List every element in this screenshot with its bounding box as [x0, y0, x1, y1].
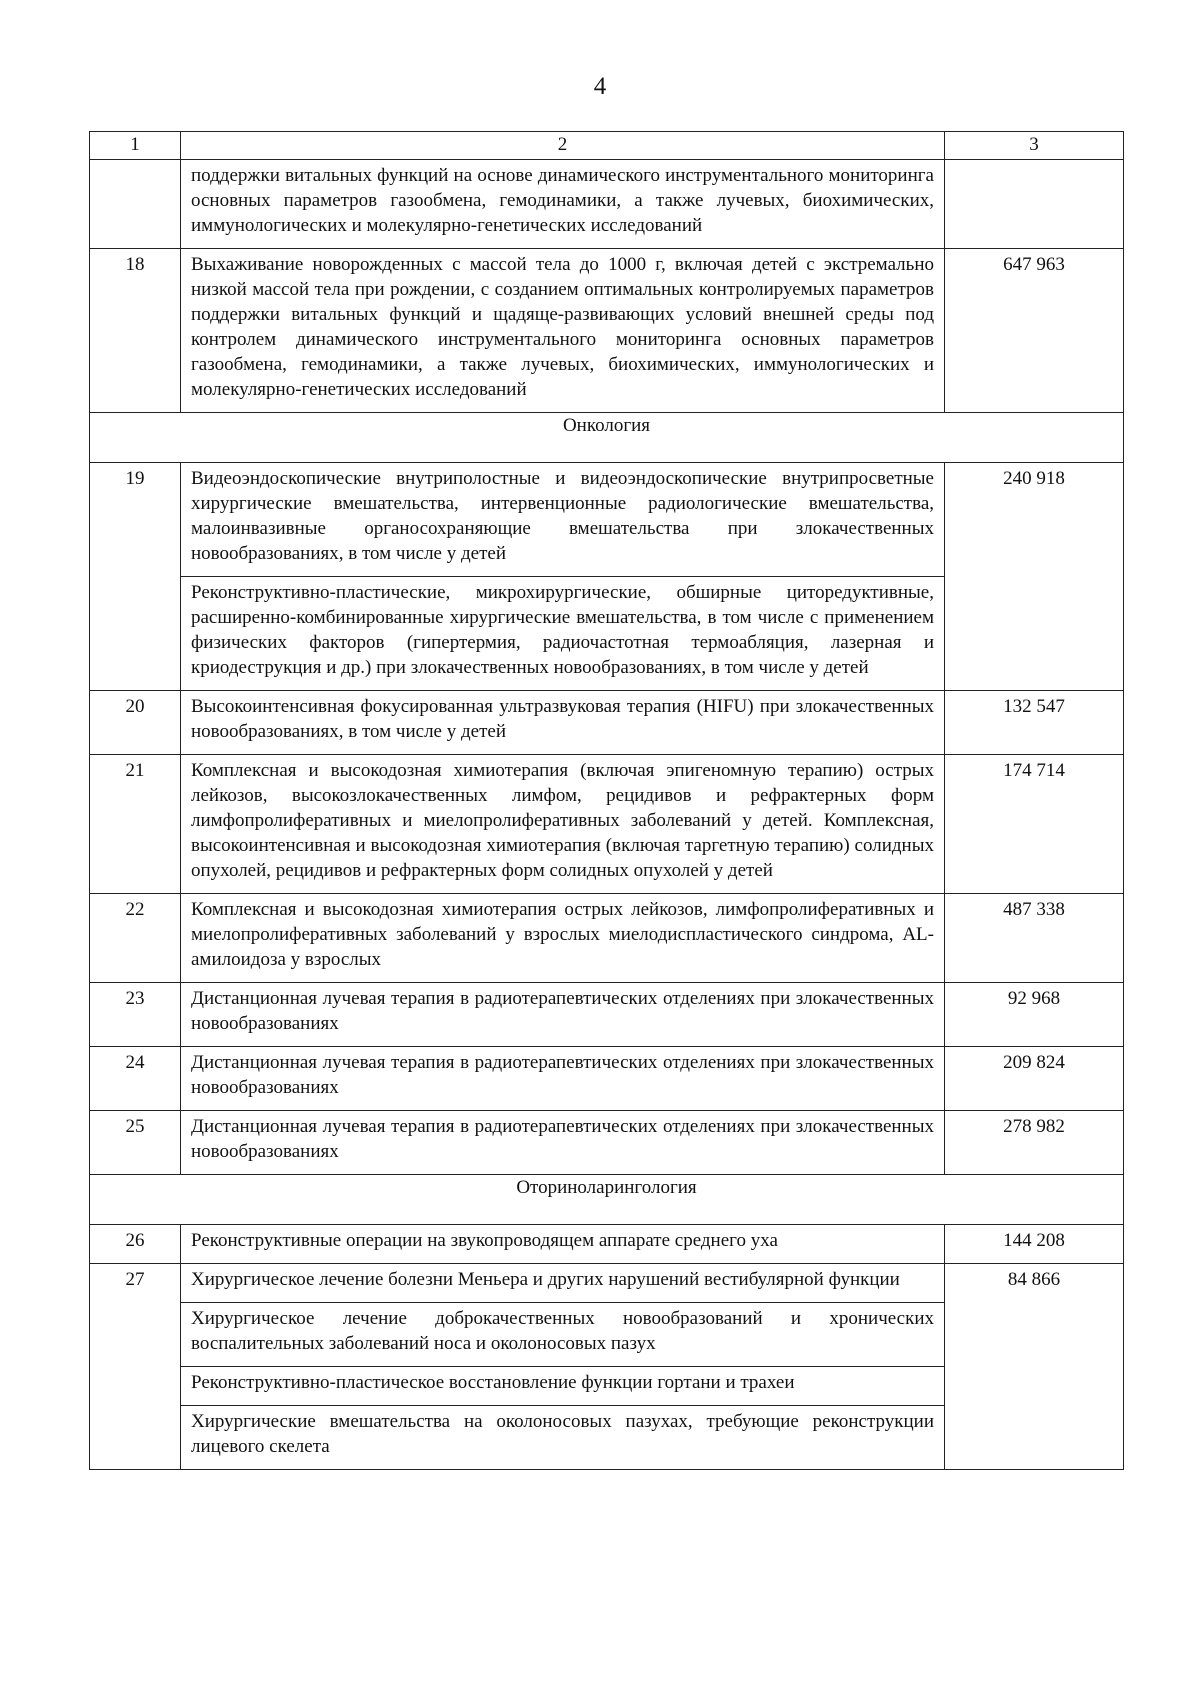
column-header-1: 1 [90, 132, 181, 160]
section-row [90, 413, 1124, 463]
row-number: 21 [90, 755, 181, 894]
table-row [90, 1225, 1124, 1264]
row-value: 209 824 [945, 1047, 1124, 1111]
column-header-2: 2 [181, 132, 945, 160]
row-description: Дистанционная лучевая терапия в радиотерапевтических отделениях при злокачественных новообразованиях [181, 1047, 945, 1111]
row-sub-description: Реконструктивно-пластические, микрохирургические, обширные циторедуктивные, расширенно-комбинированные хирургические вмешательства, в том числе с применением физических факторов (гипертермия, радиочастотная термоабляция, лазерная и криодеструкция и др.) при злокачественных новообразованиях, в том числе у детей [181, 576, 944, 690]
section-title: Онкология [90, 413, 1124, 463]
row-sub-description: Хирургическое лечение болезни Меньера и других нарушений вестибулярной функции [191, 1269, 900, 1290]
row-number [90, 160, 181, 249]
row-number: 26 [90, 1225, 181, 1264]
row-description: Дистанционная лучевая терапия в радиотерапевтических отделениях при злокачественных новообразованиях [181, 983, 945, 1047]
row-value: 132 547 [945, 691, 1124, 755]
row-number: 27 [90, 1264, 181, 1470]
row-number: 22 [90, 894, 181, 983]
tariff-table [89, 131, 1124, 1470]
row-description: поддержки витальных функций на основе динамического инструментального мониторинга основных параметров газообмена, гемодинамики, а также лучевых, биохимических, иммунологических и молекулярно-генетических исследований [181, 160, 945, 249]
row-number: 20 [90, 691, 181, 755]
column-header-3: 3 [945, 132, 1124, 160]
row-number: 23 [90, 983, 181, 1047]
row-number: 25 [90, 1111, 181, 1175]
section-title: Оториноларингология [90, 1175, 1124, 1225]
row-value: 240 918 [945, 463, 1124, 691]
row-value: 174 714 [945, 755, 1124, 894]
table-row-continuation [90, 160, 1124, 249]
row-value: 92 968 [945, 983, 1124, 1047]
section-row [90, 1175, 1124, 1225]
row-description-group [181, 463, 945, 691]
row-description-group [181, 1264, 945, 1470]
row-value [945, 160, 1124, 249]
row-number: 19 [90, 463, 181, 691]
table-row [90, 1264, 1124, 1470]
row-description: Реконструктивные операции на звукопроводящем аппарате среднего уха [181, 1225, 945, 1264]
row-sub-description: Реконструктивно-пластическое восстановление функции гортани и трахеи [181, 1366, 944, 1405]
row-description: Выхаживание новорожденных с массой тела до 1000 г, включая детей с экстремально низкой массой тела при рождении, с созданием оптимальных контролируемых параметров поддержки витальных функций и щадяще-развивающих условий внешней среды под контролем динамического инструментального мониторинга основных параметров газообмена, гемодинамики, а также лучевых, биохимических, иммунологических и молекулярно-генетических исследований [181, 249, 945, 413]
row-sub-description: Видеоэндоскопические внутриполостные и видеоэндоскопические внутрипросветные хирургические вмешательства, интервенционные радиологические вмешательства, малоинвазивные органосохраняющие вмешательства при злокачественных новообразованиях, в том числе у детей [191, 468, 934, 564]
row-value: 487 338 [945, 894, 1124, 983]
row-description: Высокоинтенсивная фокусированная ультразвуковая терапия (HIFU) при злокачественных новообразованиях, в том числе у детей [181, 691, 945, 755]
row-description: Комплексная и высокодозная химиотерапия острых лейкозов, лимфопролиферативных и миелопролиферативных заболеваний у взрослых миелодиспластического синдрома, AL-амилоидоза у взрослых [181, 894, 945, 983]
row-value: 278 982 [945, 1111, 1124, 1175]
row-description: Комплексная и высокодозная химиотерапия (включая эпигеномную терапию) острых лейкозов, высокозлокачественных лимфом, рецидивов и рефрактерных форм лимфопролиферативных и миелопролиферативных заболеваний у детей. Комплексная, высокоинтенсивная и высокодозная химиотерапия (включая таргетную терапию) солидных опухолей, рецидивов и рефрактерных форм солидных опухолей у детей [181, 755, 945, 894]
table-row [90, 894, 1124, 983]
row-description: Дистанционная лучевая терапия в радиотерапевтических отделениях при злокачественных новообразованиях [181, 1111, 945, 1175]
table-row [90, 249, 1124, 413]
table-row [90, 1111, 1124, 1175]
table-row [90, 983, 1124, 1047]
table-row [90, 1047, 1124, 1111]
table-row [90, 755, 1124, 894]
row-value: 84 866 [945, 1264, 1124, 1470]
table-row [90, 691, 1124, 755]
row-value: 647 963 [945, 249, 1124, 413]
row-number: 24 [90, 1047, 181, 1111]
table-row [90, 463, 1124, 691]
page-number: 4 [593, 73, 607, 100]
row-sub-description: Хирургические вмешательства на околоносовых пазухах, требующие реконструкции лицевого скелета [181, 1405, 944, 1469]
table-header-row [90, 132, 1124, 160]
row-value: 144 208 [945, 1225, 1124, 1264]
row-number: 18 [90, 249, 181, 413]
row-sub-description: Хирургическое лечение доброкачественных новообразований и хронических воспалительных заболеваний носа и околоносовых пазух [181, 1302, 944, 1366]
